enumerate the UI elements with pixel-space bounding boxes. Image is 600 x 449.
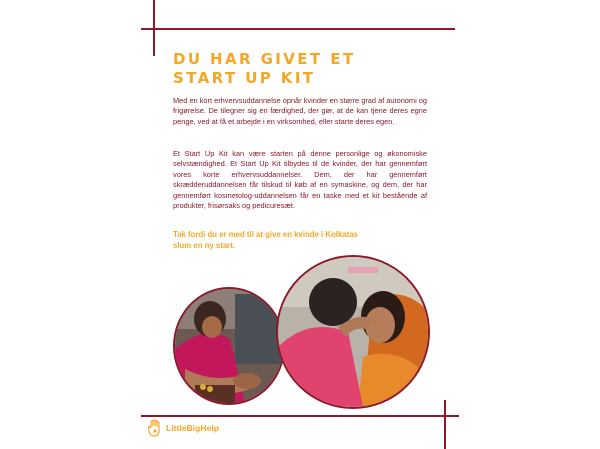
photo-makeup-training [276,255,430,409]
paragraph-start-up-kit: Et Start Up Kit kan være starten på denne personlige og økonomiske selvstændighed. Et Start Up Kit tilbydes til de kvinder, der har gennemført vores korte erhvervsuddannelser. Dem, der har gennemført skrædderuddannelsen får tilskud til køb af en symaskine, og dem, der har gennemført kosmetolog-uddannelsen får en taske med et kit bestående af produkter, frisørsaks og pedicuresæt. [173,149,427,211]
henna-photo-illustration [175,289,283,403]
title-line-1: DU HAR GIVET ET [173,50,356,68]
title-line-2: START UP KIT [173,69,316,87]
top-horizontal-line [141,28,455,30]
photo-henna-training [173,287,285,405]
bottom-horizontal-line [141,415,459,417]
makeup-photo-illustration [278,257,428,407]
thank-you-highlight: Tak fordi du er med til at give en kvinde i Kolkatas slum en ny start. [173,230,358,250]
hand-icon [148,419,162,437]
bottom-vertical-line [444,400,446,449]
page-title [173,50,355,88]
littlebighelp-logo [148,419,219,437]
paragraph-intro: Med en kort erhvervsuddannelse opnår kvinder en større grad af autonomi og frigørelse. De tilegner sig en færdighed, der gør, at de kan tjene deres egne penge, ved at få et arbejde i en virksomhed, eller starte deres egen. [173,96,427,126]
logo-name: LittleBigHelp [166,423,219,433]
